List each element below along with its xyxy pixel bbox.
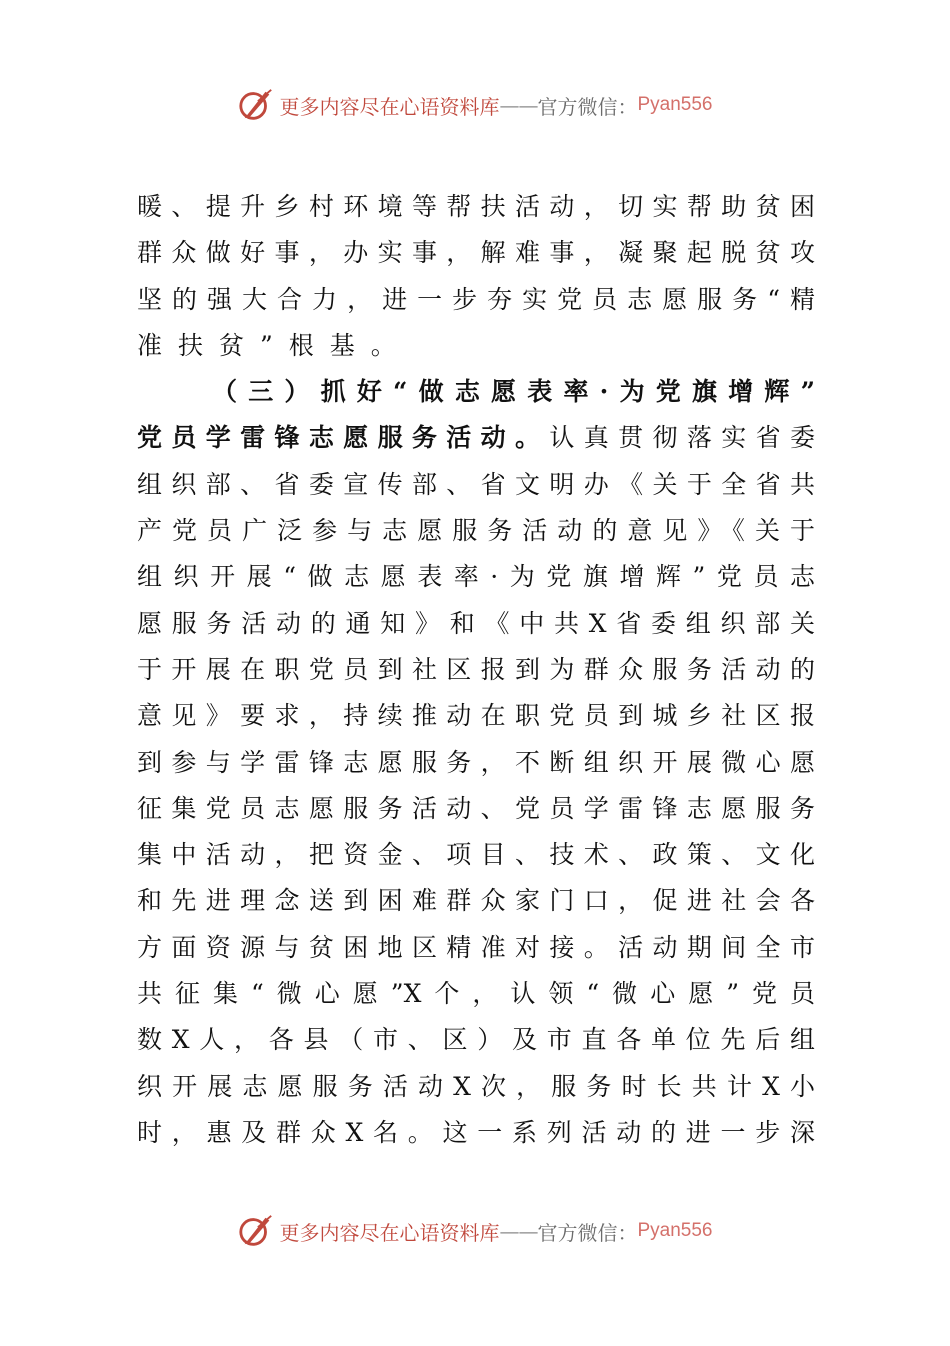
section-heading: （三）抓好“做志愿表率·为党旗增辉” (212, 377, 815, 407)
text-line: 暖、提升乡村环境等帮扶活动，切实帮助贫困 (137, 192, 815, 221)
text-line (137, 415, 815, 461)
text-line: 共征集“微心愿”X个，认领“微心愿”党员 (137, 979, 815, 1009)
text-line: 产党员广泛参与志愿服务活动的意见》《关于 (137, 516, 815, 546)
text-line: 和先进理念送到困难群众家门口，促进社会各 (137, 886, 815, 916)
text-fragment: 认真贯彻落实省委 (549, 423, 815, 453)
text-line: 数X人，各县（市、区）及市直各单位先后组 (137, 1025, 815, 1055)
text-line: 于开展在职党员到社区报到为群众服务活动的 (137, 654, 815, 684)
header-watermark (0, 86, 950, 124)
text-line: 组织部、省委宣传部、省文明办《关于全省共 (137, 469, 815, 499)
text-line: 方面资源与贫困地区精准对接。活动期间全市 (137, 932, 815, 962)
text-line: 征集党员志愿服务活动、党员学雷锋志愿服务 (137, 793, 815, 823)
banner-text: 更多内容尽在心语资料库 (279, 1220, 500, 1245)
banner-wechat-id: Pyan556 (637, 1220, 713, 1241)
text-line: 群众做好事，办实事，解难事，凝聚起脱贫攻 (137, 238, 815, 268)
section-heading-cont: 党员学雷锋志愿服务活动。 (137, 423, 550, 453)
text-line: 时，惠及群众X名。这一系列活动的进一步深 (137, 1117, 815, 1147)
banner-wechat-label: 官方微信： (537, 94, 638, 119)
quill-logo-icon (237, 86, 275, 124)
text-line: 织开展志愿服务活动X次，服务时长共计X小 (137, 1071, 815, 1101)
document-body (137, 184, 815, 1156)
quill-logo-icon (237, 1212, 275, 1250)
text-line: 组织开展“做志愿表率·为党旗增辉”党员志 (137, 562, 815, 592)
banner-dash: —— (499, 1219, 538, 1243)
footer-watermark (0, 1212, 950, 1250)
text-line: 坚的强大合力，进一步夯实党员志愿服务“精 (137, 284, 815, 314)
text-line: 愿服务活动的通知》和《中共X省委组织部关 (137, 608, 815, 638)
text-line: 意见》要求，持续推动在职党员到城乡社区报 (137, 701, 815, 731)
text-line: 集中活动，把资金、项目、技术、政策、文化 (137, 840, 815, 870)
banner-wechat-id: Pyan556 (637, 94, 713, 115)
text-line: 准扶贫”根基。 (137, 330, 412, 360)
banner-wechat-label: 官方微信： (537, 1220, 638, 1245)
banner-text: 更多内容尽在心语资料库 (279, 94, 500, 119)
text-line: 到参与学雷锋志愿服务，不断组织开展微心愿 (137, 747, 815, 777)
banner-dash: —— (499, 93, 538, 117)
